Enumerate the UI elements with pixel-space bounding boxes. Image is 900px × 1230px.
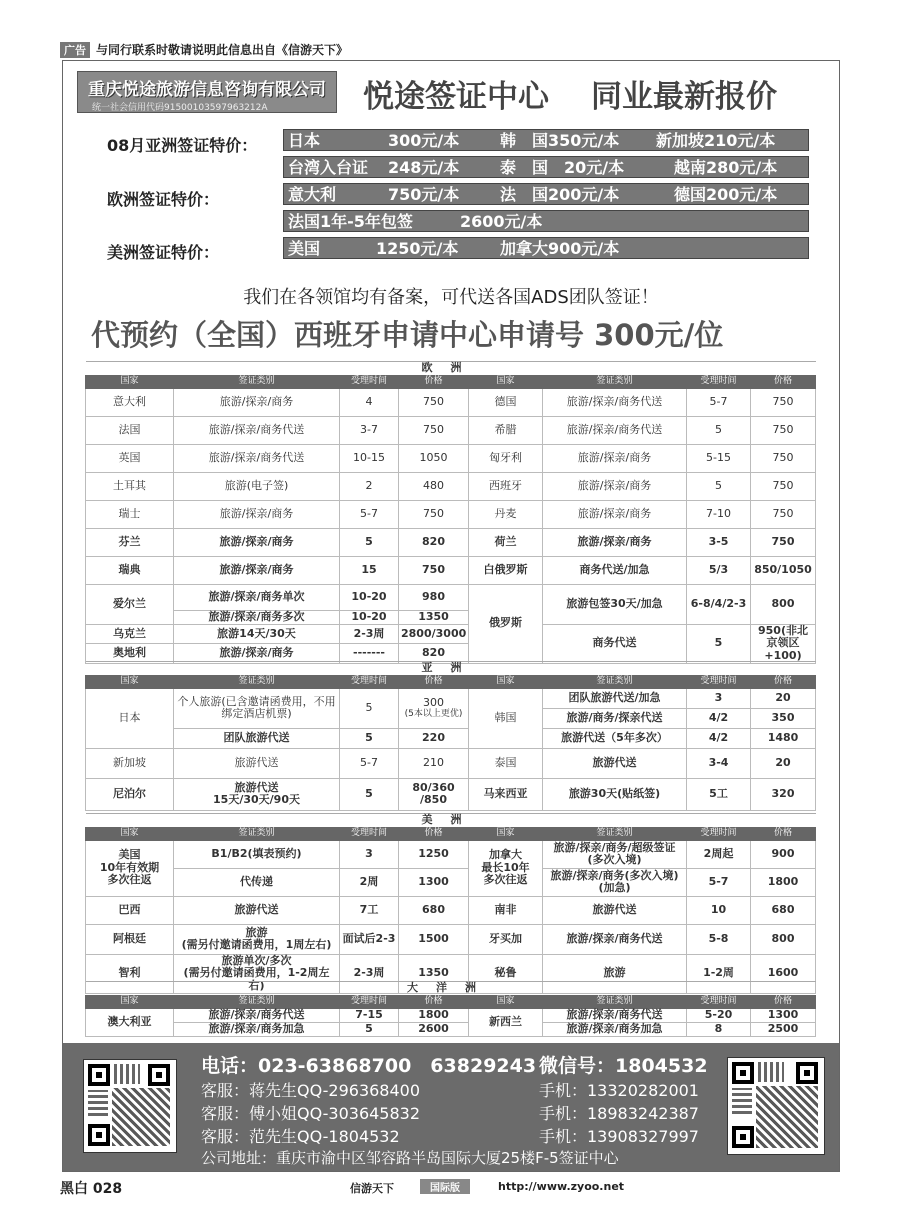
- price-bar-1: 日本 300元/本 韩 国350元/本 新加坡210元/本: [283, 129, 809, 151]
- table-row: 巴西 旅游代送 7工 680 南非 旅游代送 10 680: [86, 896, 816, 924]
- page-number: 黑白 028: [60, 1181, 123, 1197]
- price-bar-2: 台湾入台证 248元/本 泰 国 20元/本 越南280元/本: [283, 156, 809, 178]
- table-row: 旅游/探亲/商务多次 10-20 1350: [86, 610, 816, 624]
- table-row: 瑞士 旅游/探亲/商务 5-7 750 丹麦 旅游/探亲/商务 7-10 750: [86, 500, 816, 528]
- table-row: 瑞典 旅游/探亲/商务 15 750 白俄罗斯 商务代送/加急 5/3 850/1050: [86, 556, 816, 584]
- company-name: 重庆悦途旅游信息咨询有限公司: [88, 80, 326, 100]
- table-row: 尼泊尔 旅游代送 15天/30天/90天 5 80/360 /850 马来西亚 旅游30天(贴纸签) 5工 320: [86, 778, 816, 810]
- table-row: 英国 旅游/探亲/商务代送 10-15 1050 匈牙利 旅游/探亲/商务 5-15 750: [86, 444, 816, 472]
- company-code: 统一社会信用代码91500103597963212A: [92, 103, 268, 113]
- wechat: 微信号：1804532: [539, 1055, 708, 1077]
- ad-note: [60, 41, 348, 58]
- website-url[interactable]: http://www.zyoo.net: [498, 1180, 625, 1193]
- phone: 电话：023-63868700 63829243: [201, 1055, 537, 1077]
- asia-table: [85, 661, 816, 811]
- price-bar-5: 美国 1250元/本 加拿大900元/本: [283, 237, 809, 259]
- table-header: 国家 签证类别 受理时间 价格 国家 签证类别 受理时间 价格: [86, 375, 816, 388]
- table-row: 澳大利亚 旅游/探亲/商务代送 7-15 1800 新西兰 旅游/探亲/商务代送 5-20 1300: [86, 1008, 816, 1022]
- edition-badge: 国际版: [420, 1179, 470, 1194]
- mobile-2: 手机：18983242387: [539, 1104, 699, 1123]
- table-header: 国家 签证类别 受理时间 价格 国家 签证类别 受理时间 价格: [86, 675, 816, 688]
- cs-3: 客服：范先生QQ-1804532: [201, 1127, 400, 1146]
- table-row: 奥地利 旅游/探亲/商务 ------- 820: [86, 644, 816, 663]
- ad-tag: 广告: [60, 42, 90, 58]
- asia-price-title: 08月亚洲签证特价：: [107, 136, 258, 155]
- mobile-3: 手机：13908327997: [539, 1127, 699, 1146]
- price-bar-4: 法国1年-5年包签 2600元/本: [283, 210, 809, 232]
- table-row: 意大利 旅游/探亲/商务 4 750 德国 旅游/探亲/商务代送 5-7 750: [86, 388, 816, 416]
- table-header: 国家 签证类别 受理时间 价格 国家 签证类别 受理时间 价格: [86, 827, 816, 840]
- headline-right: 同业最新报价: [591, 79, 777, 115]
- table-row: 乌克兰 旅游14天/30天 2-3周 2800/3000 商务代送 5 950(非北京领区+100): [86, 624, 816, 643]
- wechat-qr-icon: [727, 1057, 825, 1155]
- headline: [363, 71, 819, 116]
- company-logo: [77, 71, 337, 113]
- region-europe: 欧洲: [86, 362, 816, 376]
- oceania-table: [85, 981, 816, 1037]
- cs-2: 客服：傅小姐QQ-303645832: [201, 1104, 421, 1123]
- table-header: 国家 签证类别 受理时间 价格 国家 签证类别 受理时间 价格: [86, 995, 816, 1008]
- ad-note-text: 与同行联系时敬请说明此信息出自《信游天下》: [96, 43, 349, 57]
- europe-price-title: 欧洲签证特价：: [107, 190, 220, 209]
- table-row: 美国 10年有效期 多次往返 B1/B2(填表预约) 3 1250 加拿大 最长10年 多次往返 旅游/探亲/商务/超级签证 (多次入境) 2周起 900: [86, 840, 816, 868]
- table-row: 爱尔兰 旅游/探亲/商务单次 10-20 980 俄罗斯 旅游包签30天/加急 6-8/4/2-3 800: [86, 584, 816, 610]
- table-row: 阿根廷 旅游 (需另付邀请函费用，1周左右) 面试后2-3 1500 牙买加 旅游/探亲/商务代送 5-8 800: [86, 924, 816, 954]
- table-row: 芬兰 旅游/探亲/商务 5 820 荷兰 旅游/探亲/商务 3-5 750: [86, 528, 816, 556]
- headline-left: 悦途签证中心: [363, 79, 549, 115]
- ad-frame: [62, 60, 840, 1172]
- table-row: 新加坡 旅游代送 5-7 210 泰国 旅游代送 3-4 20: [86, 748, 816, 778]
- qr-code-icon: [83, 1059, 177, 1153]
- mobile-1: 手机：13320282001: [539, 1081, 699, 1100]
- table-row: 团队旅游代送 5 220 旅游代送（5年多次） 4/2 1480: [86, 728, 816, 748]
- region-asia: 亚洲: [86, 662, 816, 676]
- america-table: [85, 813, 816, 994]
- table-row: 旅游/商务/探亲代送 4/2 350: [86, 708, 816, 728]
- table-row: 日本 个人旅游(已含邀请函费用，不用绑定酒店机票) 5 300 (5本以上更优) 韩国 团队旅游代送/加急 3 20: [86, 688, 816, 708]
- region-oceania: 大洋洲: [86, 982, 816, 996]
- america-price-title: 美洲签证特价：: [107, 243, 220, 262]
- price-bar-3: 意大利 750元/本 法 国200元/本 德国200元/本: [283, 183, 809, 205]
- table-row: 代传递 2周 1300 旅游/探亲/商务(多次入境) (加急) 5-7 1800: [86, 868, 816, 896]
- contact-footer: [63, 1043, 839, 1171]
- notice: 我们在各领馆均有备案，可代送各国ADS团队签证！: [243, 287, 659, 308]
- table-row: 旅游/探亲/商务加急 5 2600 旅游/探亲/商务加急 8 2500: [86, 1022, 816, 1036]
- address: 公司地址：重庆市渝中区邹容路半岛国际大厦25楼F-5签证中心: [201, 1149, 619, 1167]
- region-america: 美洲: [86, 814, 816, 828]
- big-line: 代预约（全国）西班牙申请中心申请号 300元/位: [91, 318, 724, 352]
- cs-1: 客服：蒋先生QQ-296368400: [201, 1081, 421, 1100]
- table-row: 智利 旅游单次/多次 (需另付邀请函费用，1-2周左右) 2-3周 1350 秘鲁 旅游 1-2周 1600: [86, 954, 816, 993]
- table-row: 土耳其 旅游(电子签) 2 480 西班牙 旅游/探亲/商务 5 750: [86, 472, 816, 500]
- table-row: 法国 旅游/探亲/商务代送 3-7 750 希腊 旅游/探亲/商务代送 5 750: [86, 416, 816, 444]
- magazine-name: 信游天下: [350, 1182, 394, 1195]
- europe-table: [85, 361, 816, 664]
